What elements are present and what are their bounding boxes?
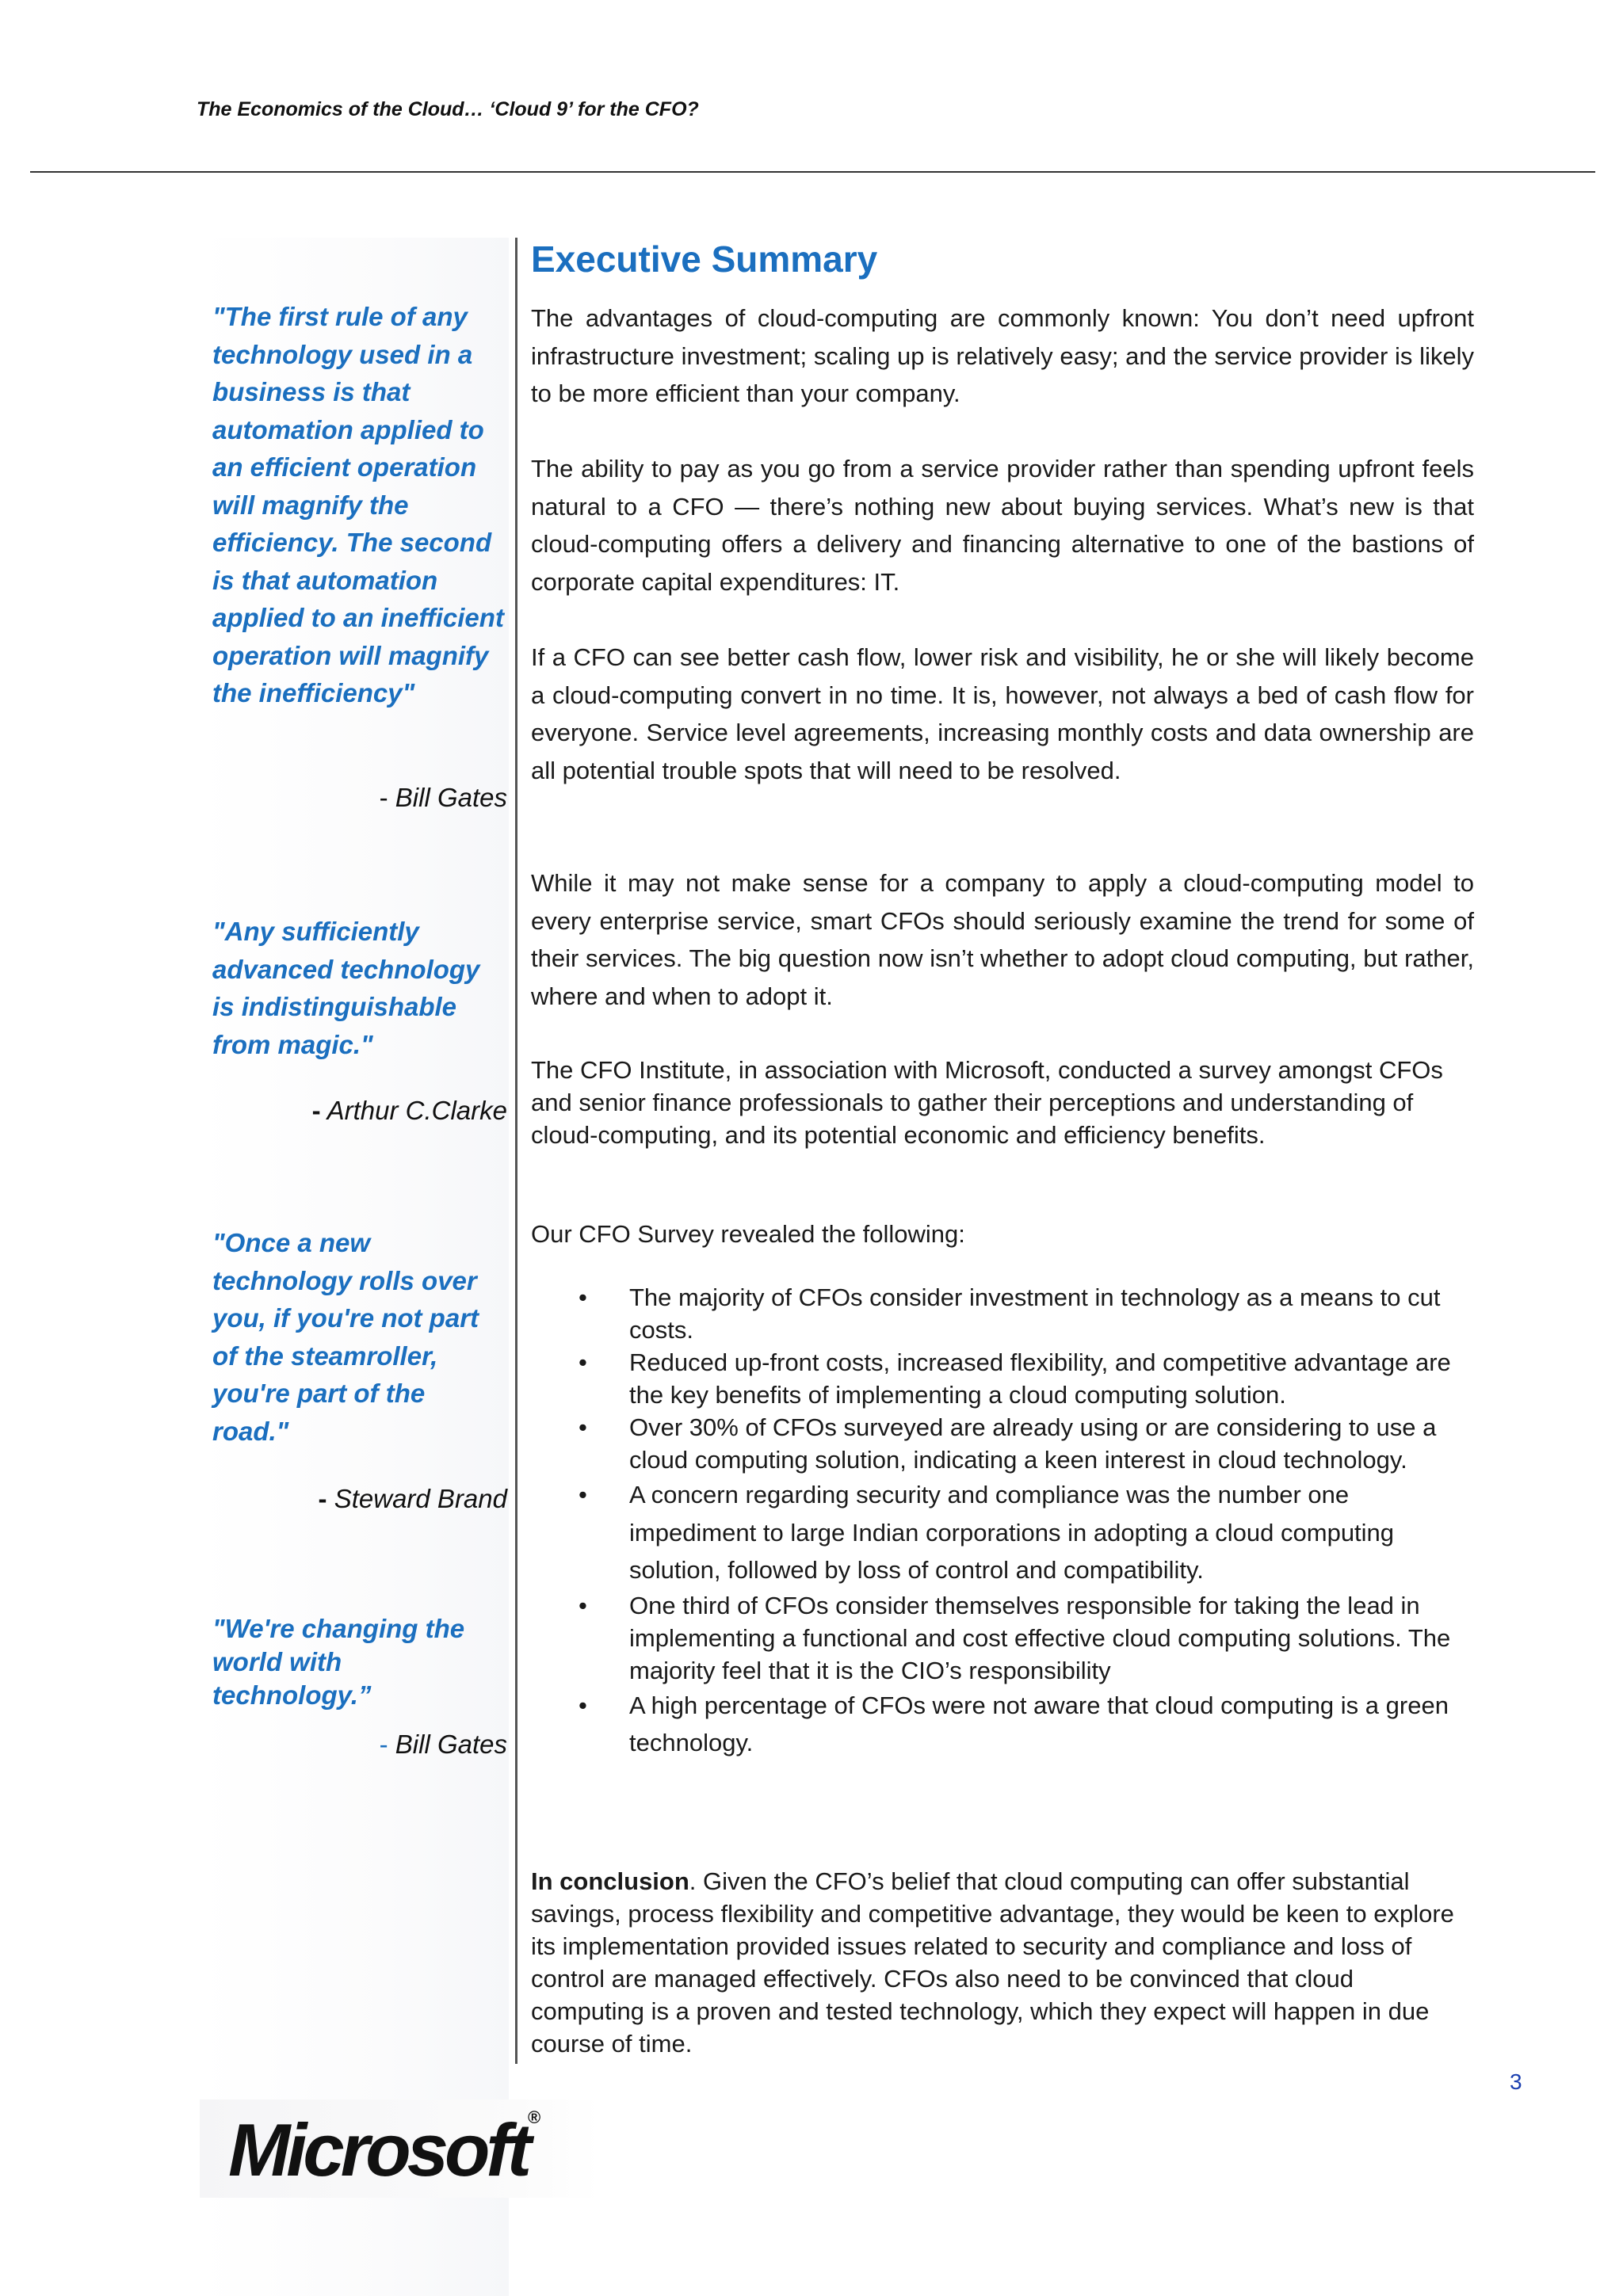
list-item-text: Over 30% of CFOs surveyed are already using or are considering to use a cloud computing solution, indicating a keen interest in cloud technology. <box>629 1413 1437 1474</box>
list-item <box>531 1346 1474 1411</box>
list-item <box>531 1411 1474 1476</box>
bullet-icon: • <box>579 1413 587 1441</box>
paragraph-5 <box>531 1054 1466 1151</box>
quote-3-attribution <box>212 1484 507 1514</box>
quote-4-attribution <box>212 1730 507 1760</box>
paragraph-text: While it may not make sense for a company to apply a cloud-computing model to every enterprise service, smart CFOs should seriously examine the trend for some of their services. The big question now isn’t whether to adopt cloud computing, but rather, where and when to adopt it. <box>531 869 1474 1010</box>
paragraph-text: Our CFO Survey revealed the following: <box>531 1220 965 1248</box>
registered-mark-icon: ® <box>528 2107 541 2127</box>
sidebar-quote-2: "Any sufficiently advanced technology is indistinguishable from magic." <box>212 917 480 1059</box>
page-number: 3 <box>1510 2069 1522 2094</box>
quote-author: Bill Gates <box>395 1730 507 1759</box>
paragraph-text: The advantages of cloud-computing are commonly known: You don’t need upfront infrastructure investment; scaling up is relatively easy; and the service provider is likely to be more efficient than your company. <box>531 304 1474 407</box>
quote-2-attribution <box>212 1096 507 1126</box>
paragraph-6 <box>531 1218 1474 1250</box>
quote-1-attribution <box>212 783 507 813</box>
conclusion-paragraph <box>531 1865 1466 2060</box>
attribution-dash: - <box>318 1484 327 1513</box>
bullet-icon: • <box>579 1591 587 1619</box>
list-item <box>531 1476 1474 1589</box>
column-divider <box>515 238 517 2064</box>
bullet-icon: • <box>579 1348 587 1376</box>
list-item <box>531 1281 1474 1346</box>
attribution-dash: - <box>379 1730 388 1759</box>
bullet-icon: • <box>579 1481 587 1508</box>
conclusion-text <box>531 1865 1466 2060</box>
sidebar-quote-3: "Once a new technology rolls over you, if you're not part of the steamroller, you're part of the road." <box>212 1228 479 1446</box>
paragraph-text: The CFO Institute, in association with Microsoft, conducted a survey amongst CFOs and senior finance professionals to gather their perceptions and understanding of cloud-computing, and its potential economic and efficiency benefits. <box>531 1056 1443 1149</box>
bullet-icon: • <box>579 1283 587 1311</box>
paragraph-3 <box>531 639 1474 789</box>
survey-findings-list <box>531 1281 1474 1762</box>
conclusion-label: In conclusion <box>531 1867 689 1895</box>
logo-wordmark: Microsoft <box>228 2108 528 2191</box>
conclusion-body: . Given the CFO’s belief that cloud computing can offer substantial savings, process flexibility and competitive advantage, they would be keen to explore its implementation provided issues related to security and compliance and loss of control are managed effectively. CFOs also need to be convinced that cloud computing is a proven and tested technology, which they expect will happen in due course of time. <box>531 1867 1454 2058</box>
list-item-text: Reduced up-front costs, increased flexibility, and competitive advantage are the key benefits of implementing a cloud computing solution. <box>629 1348 1451 1409</box>
paragraph-text: If a CFO can see better cash flow, lower risk and visibility, he or she will likely become a cloud-computing convert in no time. It is, however, not always a bed of cash flow for everyone. Service level agreements, increasing monthly costs and data ownership are all potential trouble spots that will need to be resolved. <box>531 643 1474 784</box>
quote-author: Bill Gates <box>395 783 507 812</box>
bullet-icon: • <box>579 1691 587 1719</box>
running-header: The Economics of the Cloud… ‘Cloud 9’ for the CFO? <box>197 98 699 120</box>
paragraph-2 <box>531 450 1474 601</box>
section-title: Executive Summary <box>531 238 878 280</box>
list-item <box>531 1589 1474 1687</box>
microsoft-logo <box>228 2107 540 2193</box>
attribution-dash: - <box>311 1096 321 1125</box>
list-item-text: The majority of CFOs consider investment in technology as a means to cut costs. <box>629 1283 1441 1344</box>
list-item-text: One third of CFOs consider themselves responsible for taking the lead in implementing a functional and cost effective cloud computing solutions. The majority feel that it is the CIO’s responsibility <box>629 1591 1451 1684</box>
quote-author: Steward Brand <box>334 1484 507 1513</box>
paragraph-1 <box>531 299 1474 413</box>
list-item <box>531 1687 1474 1762</box>
header-rule <box>30 171 1595 173</box>
quote-author: Arthur C.Clarke <box>327 1096 507 1125</box>
paragraph-4 <box>531 864 1474 1015</box>
list-item-text: A high percentage of CFOs were not aware that cloud computing is a green technology. <box>629 1691 1449 1756</box>
sidebar-quote-4: "We're changing the world with technology.” <box>212 1614 465 1710</box>
list-item-text: A concern regarding security and compliance was the number one impediment to large Indian corporations in adopting a cloud computing solution, followed by loss of control and compatibility. <box>629 1481 1395 1584</box>
paragraph-text: The ability to pay as you go from a service provider rather than spending upfront feels natural to a CFO — there’s nothing new about buying services. What’s new is that cloud-computing offers a delivery and financing alternative to one of the bastions of corporate capital expenditures: IT. <box>531 455 1474 596</box>
sidebar-quote-1: "The first rule of any technology used in a business is that automation applied to an efficient operation will magnify the efficiency. The second is that automation applied to an inefficient operation will magnify the inefficiency" <box>212 302 504 707</box>
attribution-dash: - <box>379 783 388 812</box>
